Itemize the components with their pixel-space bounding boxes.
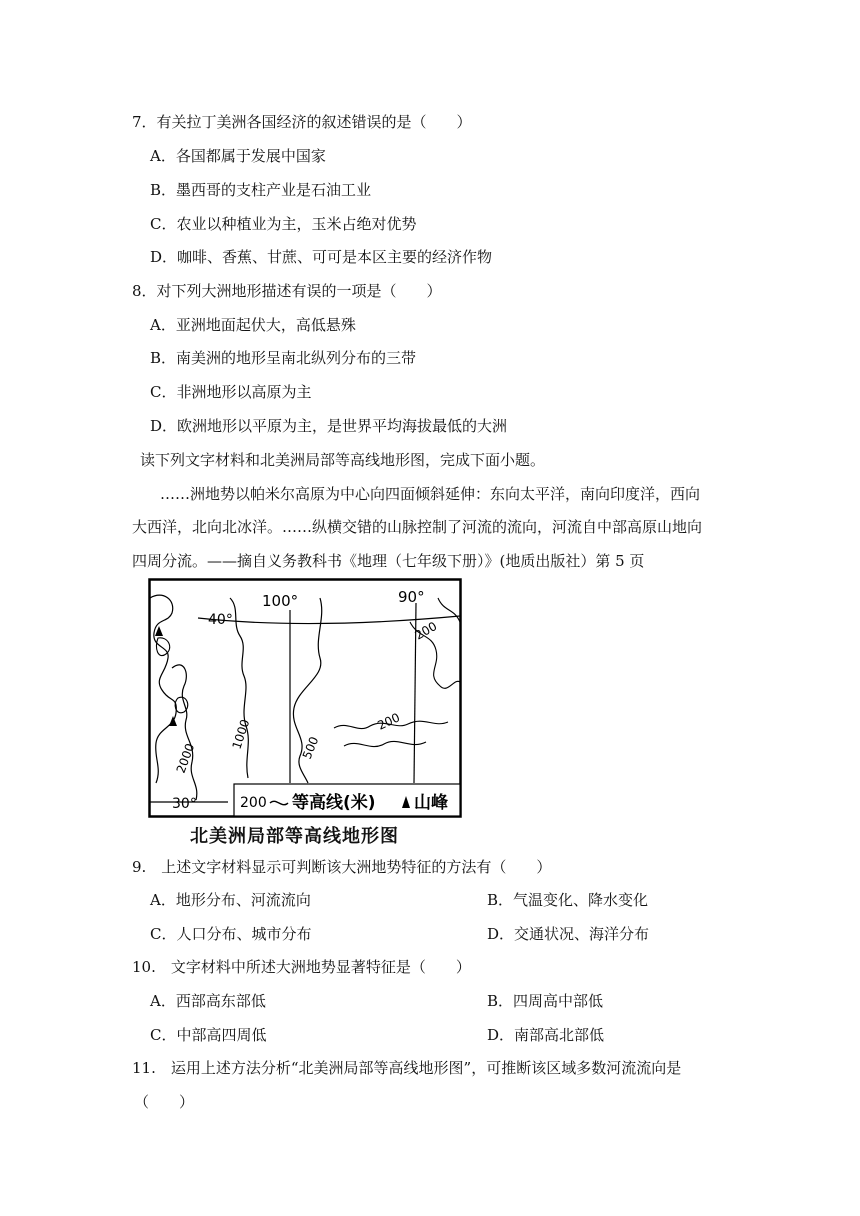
passage-line-3: 四周分流。——摘自义务教科书《地理（七年级下册）》(地质出版社）第 5 页 bbox=[132, 552, 645, 570]
question-10-option-a: A．西部高东部低 bbox=[150, 992, 266, 1010]
question-10-option-b: B．四周高中部低 bbox=[487, 992, 604, 1010]
contour-map bbox=[148, 578, 462, 818]
contour-label-1000: 1000 bbox=[229, 717, 253, 751]
question-9-option-a: A．地形分布、河流流向 bbox=[150, 891, 311, 909]
question-8-option-a: A．亚洲地面起伏大，高低悬殊 bbox=[150, 316, 356, 334]
lat-30-label: 30° bbox=[172, 796, 197, 812]
question-8-option-c: C．非洲地形以高原为主 bbox=[150, 383, 312, 401]
contour-label-200-south: 200 bbox=[375, 710, 403, 733]
legend-peak-label: 山峰 bbox=[414, 793, 448, 813]
question-11-stem: 11. 运用上述方法分析“北美洲局部等高线地形图”，可推断该区域多数河流流向是 bbox=[132, 1059, 682, 1077]
question-8-option-d: D．欧洲地形以平原为主，是世界平均海拔最低的大洲 bbox=[150, 417, 508, 435]
lon-90-label: 90° bbox=[398, 588, 425, 606]
question-7-option-b: B．墨西哥的支柱产业是石油工业 bbox=[150, 181, 372, 199]
question-9-option-d: D．交通状况、海洋分布 bbox=[487, 925, 650, 943]
question-11-answer-bracket: （ ） bbox=[134, 1093, 195, 1111]
question-8-option-b: B．南美洲的地形呈南北纵列分布的三带 bbox=[150, 349, 417, 367]
contour-label-500: 500 bbox=[299, 734, 322, 762]
contour-label-200-east: 200 bbox=[412, 619, 440, 643]
question-10-option-d: D．南部高北部低 bbox=[487, 1026, 605, 1044]
lat-40-label: 40° bbox=[208, 612, 233, 628]
passage-line-1: ……洲地势以帕米尔高原为中心向四面倾斜延伸：东向太平洋，南向印度洋，西向 bbox=[160, 485, 701, 503]
question-7-option-a: A．各国都属于发展中国家 bbox=[150, 147, 326, 165]
passage-line-2: 大西洋，北向北冰洋。……纵横交错的山脉控制了河流的流向，河流自中部高原山地向 bbox=[132, 518, 703, 536]
question-8-stem: 8．对下列大洲地形描述有误的一项是（ ） bbox=[132, 282, 442, 300]
question-9-stem: 9. 上述文字材料显示可判断该大洲地势特征的方法有（ ） bbox=[132, 858, 552, 876]
legend-contour-label: 等高线(米) bbox=[292, 793, 376, 813]
question-9-option-b: B．气温变化、降水变化 bbox=[487, 891, 649, 909]
map-caption: 北美洲局部等高线地形图 bbox=[190, 826, 399, 847]
lon-100-label: 100° bbox=[262, 592, 299, 610]
question-7-stem: 7．有关拉丁美洲各国经济的叙述错误的是（ ） bbox=[132, 113, 472, 131]
passage-intro: 读下列文字材料和北美洲局部等高线地形图，完成下面小题。 bbox=[140, 451, 546, 469]
question-10-stem: 10. 文字材料中所述大洲地势显著特征是（ ） bbox=[132, 958, 471, 976]
legend-value: 200 bbox=[240, 795, 267, 811]
contour-label-2000: 2000 bbox=[173, 741, 198, 776]
question-9-option-c: C．人口分布、城市分布 bbox=[150, 925, 312, 943]
question-7-option-c: C．农业以种植业为主，玉米占绝对优势 bbox=[150, 215, 417, 233]
question-10-option-c: C．中部高四周低 bbox=[150, 1026, 267, 1044]
question-7-option-d: D．咖啡、香蕉、甘蔗、可可是本区主要的经济作物 bbox=[150, 248, 493, 266]
